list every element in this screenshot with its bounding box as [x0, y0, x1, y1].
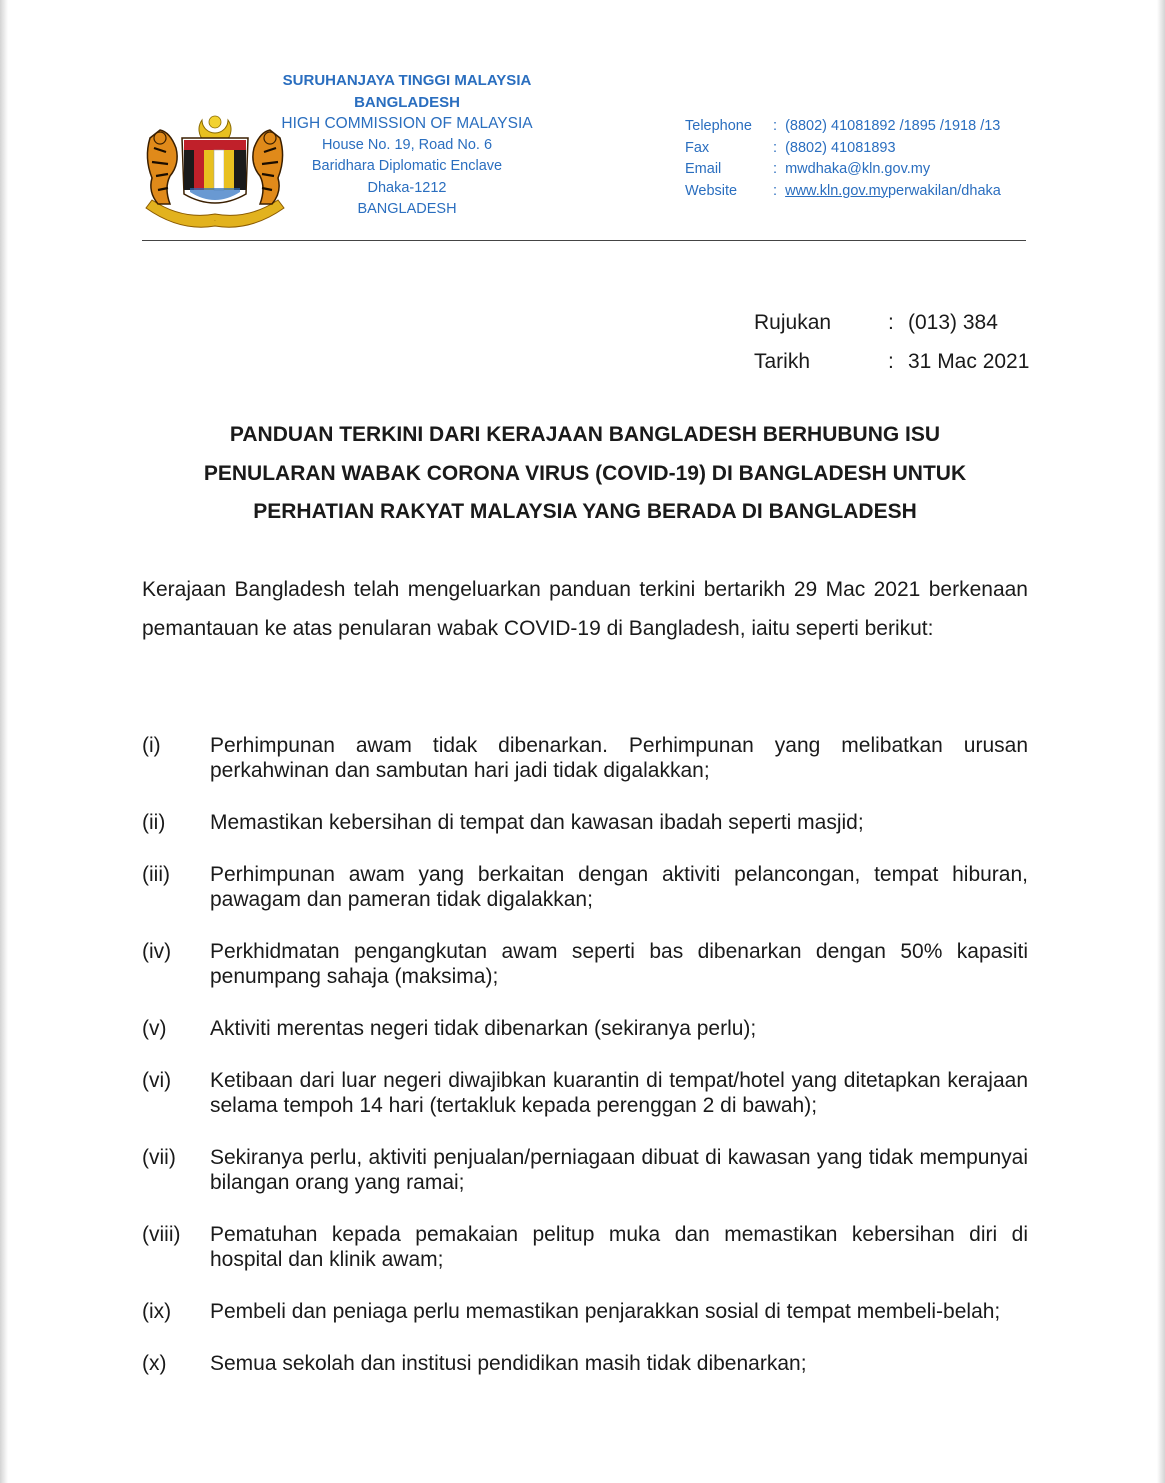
title-line-3: PERHATIAN RAKYAT MALAYSIA YANG BERADA DI BANGLADESH: [253, 500, 917, 523]
item-number: (ix): [142, 1300, 172, 1323]
list-item: [142, 939, 1028, 989]
item-number: (vi): [142, 1069, 172, 1092]
website-path: perwakilan/dhaka: [887, 182, 1001, 199]
tarikh-sep: :: [888, 350, 894, 373]
address-line-3: Dhaka-1212: [367, 179, 447, 196]
item-number: (v): [142, 1017, 167, 1040]
fax-sep: :: [773, 139, 778, 156]
page-edge-left: [0, 0, 8, 1483]
item-number: (iv): [142, 940, 172, 963]
item-text: Semua sekolah dan institusi pendidikan masih tidak dibenarkan;: [210, 1352, 807, 1375]
contact-website: [685, 181, 1001, 203]
website-sep: :: [773, 182, 778, 199]
title-line-1: PANDUAN TERKINI DARI KERAJAAN BANGLADESH BERHUBUNG ISU: [229, 423, 941, 446]
rujukan-sep: :: [888, 311, 894, 334]
org-name-english: HIGH COMMISSION OF MALAYSIA: [281, 115, 533, 132]
contact-block: [685, 116, 1001, 202]
email-label: Email: [685, 161, 722, 177]
email-value[interactable]: mwdhaka@kln.gov.my: [785, 161, 931, 177]
address-line-1: House No. 19, Road No. 6: [321, 136, 493, 153]
title-line-2: PENULARAN WABAK CORONA VIRUS (COVID-19) DI BANGLADESH UNTUK: [203, 461, 967, 485]
item-text: Perhimpunan awam yang berkaitan dengan aktiviti pelancongan, tempat hiburan, pawagam dan pameran tidak digalakkan;: [210, 863, 1028, 911]
item-text: Pematuhan kepada pemakaian pelitup muka dan memastikan kebersihan diri di hospital dan klinik awam;: [210, 1223, 1028, 1271]
org-name-malay: SURUHANJAYA TINGGI MALAYSIA: [282, 72, 532, 89]
item-text: Aktiviti merentas negeri tidak dibenarkan (sekiranya perlu);: [210, 1017, 757, 1040]
list-item: [142, 1222, 1028, 1272]
list-item: [142, 1016, 1028, 1041]
date-row: [754, 342, 1029, 381]
list-item: [142, 1068, 1028, 1118]
address-line-4: BANGLADESH: [357, 201, 457, 217]
email-sep: :: [773, 161, 778, 177]
item-number: (iii): [142, 863, 170, 886]
list-item: [142, 1351, 1028, 1376]
telephone-value: (8802) 41081892 /1895 /1918 /13: [785, 118, 1001, 134]
item-text: Pembeli dan peniaga perlu memastikan penjarakkan sosial di tempat membeli-belah;: [210, 1300, 1001, 1323]
list-item: [142, 1145, 1028, 1195]
item-number: (i): [142, 734, 161, 757]
fax-label: Fax: [685, 139, 710, 156]
contact-fax: [685, 138, 1001, 160]
item-text: Memastikan kebersihan di tempat dan kawasan ibadah seperti masjid;: [210, 811, 864, 834]
list-item: [142, 733, 1028, 783]
svg-text:·: ·: [214, 218, 216, 224]
org-country-malay: BANGLADESH: [354, 93, 460, 111]
item-text: Perhimpunan awam tidak dibenarkan. Perhimpunan yang melibatkan urusan perkahwinan dan sambutan hari jadi tidak digalakkan;: [210, 734, 1028, 782]
document-title: [142, 416, 1028, 532]
item-text: Sekiranya perlu, aktiviti penjualan/perniagaan dibuat di kawasan yang tidak mempunyai bilangan orang yang ramai;: [210, 1146, 1028, 1194]
item-number: (viii): [142, 1223, 181, 1246]
reference-block: [754, 303, 1029, 381]
intro-paragraph: Kerajaan Bangladesh telah mengeluarkan panduan terkini bertarikh 29 Mac 2021 berkenaan pemantauan ke atas penularan wabak COVID-19 di Bangladesh, iaitu seperti berikut:: [142, 578, 1028, 640]
telephone-label: Telephone: [685, 118, 752, 134]
list-item: [142, 862, 1028, 912]
reference-row: [754, 303, 1029, 342]
item-number: (vii): [142, 1146, 176, 1169]
item-number: (x): [142, 1352, 167, 1375]
item-text: Ketibaan dari luar negeri diwajibkan kuarantin di tempat/hotel yang ditetapkan kerajaan selama tempoh 14 hari (tertakluk kepada perenggan 2 di bawah);: [210, 1069, 1028, 1117]
list-item: [142, 810, 1028, 835]
item-text: Perkhidmatan pengangkutan awam seperti bas dibenarkan dengan 50% kapasiti penumpang sahaja (maksima);: [210, 940, 1028, 988]
item-number: (ii): [142, 811, 166, 834]
page-edge-right: [1157, 0, 1165, 1483]
tarikh-label: Tarikh: [754, 350, 811, 373]
address-line-2: Baridhara Diplomatic Enclave: [311, 158, 503, 174]
fax-value: (8802) 41081893: [785, 139, 896, 156]
website-label: Website: [685, 182, 738, 199]
website-link[interactable]: www.kln.gov.my: [785, 182, 888, 199]
contact-email: [685, 159, 1001, 181]
guideline-list: [142, 733, 1028, 1403]
rujukan-value: (013) 384: [908, 311, 998, 334]
rujukan-label: Rujukan: [754, 311, 832, 334]
letterhead-divider: [142, 240, 1026, 241]
telephone-sep: :: [773, 118, 778, 134]
organisation-address-block: [262, 70, 552, 221]
list-item: [142, 1299, 1028, 1324]
tarikh-value: 31 Mac 2021: [908, 350, 1030, 373]
contact-telephone: [685, 116, 1001, 138]
